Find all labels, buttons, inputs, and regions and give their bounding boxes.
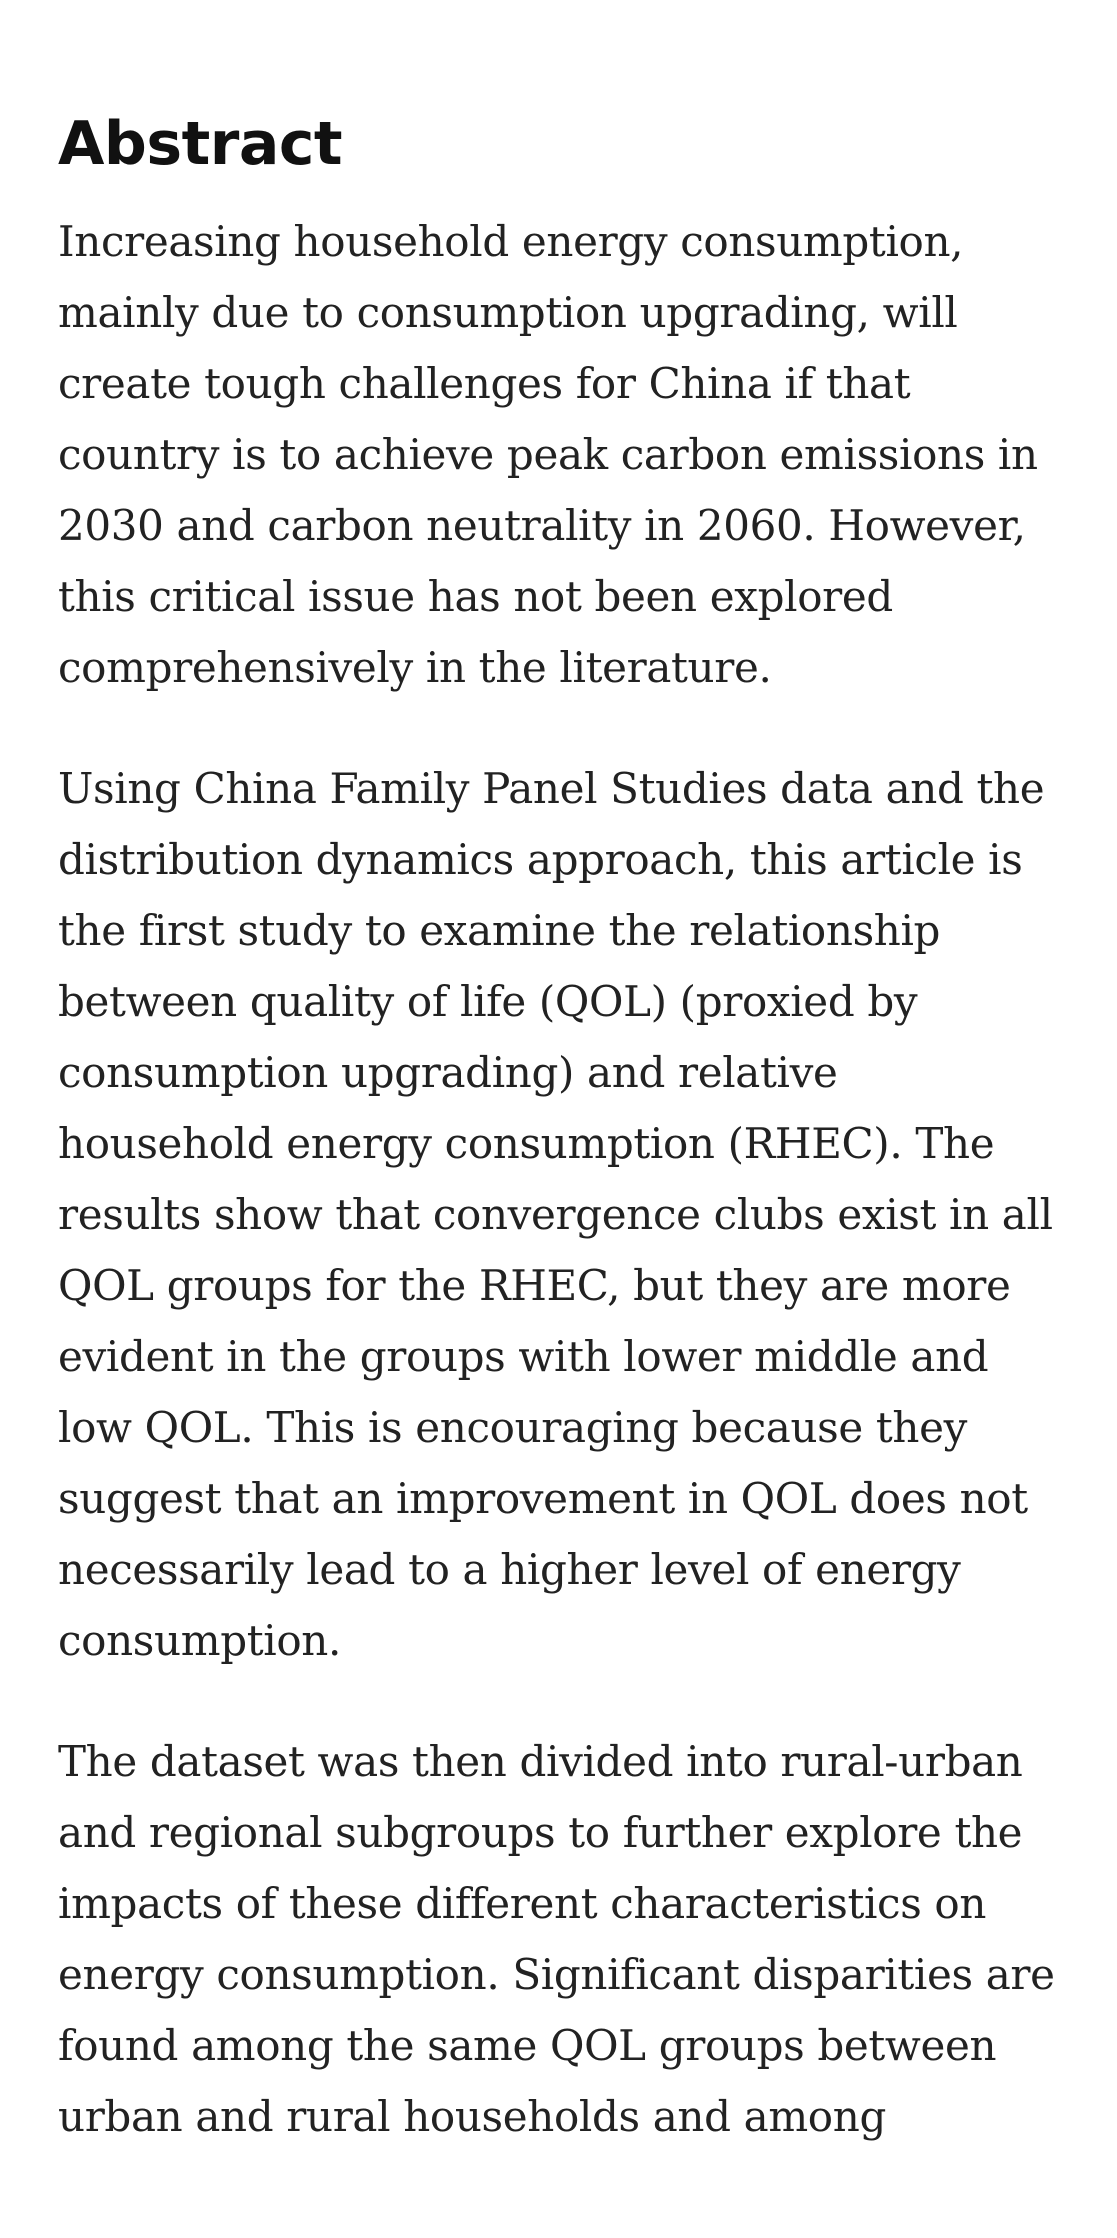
abstract-paragraph-1: Increasing household energy consumption, mainly due to consumption upgrading, will create tough challenges for China if that country is to achieve peak carbon emissions in 2030 and carbon neutrality in 2060. However, this critical issue has not been explored comprehensively in the literature. (58, 217, 1038, 692)
abstract-heading: Abstract (58, 109, 343, 179)
abstract-paragraph-2: Using China Family Panel Studies data and the distribution dynamics approach, this article is the first study to examine the relationship between quality of life (QOL) (proxied by consumption upgrading) and relative household energy consumption (RHEC). The results show that convergence clubs exist in all QOL groups for the RHEC, but they are more evident in the groups with lower middle and low QOL. This is encouraging because they suggest that an improvement in QOL does not necessarily lead to a higher level of energy consumption. (58, 764, 1053, 1665)
abstract-paragraph-3: The dataset was then divided into rural-urban and regional subgroups to further explore the impacts of these different characteristics on energy consumption. Significant disparities are found among the same QOL groups between urban and rural households and among (58, 1737, 1055, 2141)
